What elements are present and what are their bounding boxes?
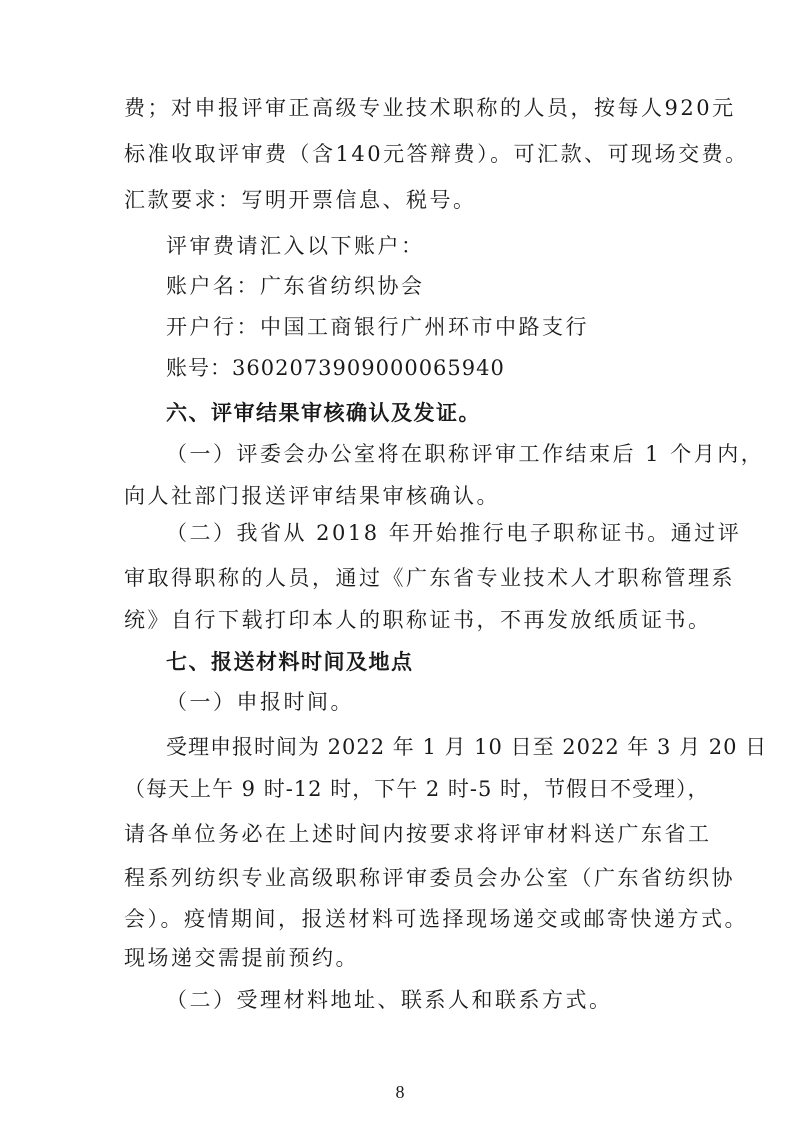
- submission-time-line-4: 程系列纺织专业高级职称评审委员会办公室（广东省纺织协: [124, 866, 735, 890]
- submission-time-line-5: 会）。疫情期间，报送材料可选择现场递交或邮寄快递方式。: [124, 907, 748, 931]
- section-7-title: 七、报送材料时间及地点: [166, 650, 414, 674]
- submission-time-line-1: 受理申报时间为 2022 年 1 月 10 日至 2022 年 3 月 20 日: [166, 735, 768, 759]
- section-6-p1-line-1: （一）评委会办公室将在职称评审工作结束后 1 个月内，: [166, 442, 765, 466]
- fee-line-2: 标准收取评审费（含140元答辩费）。可汇款、可现场交费。: [124, 142, 749, 166]
- submission-time-line-2: （每天上午 9 时-12 时，下午 2 时-5 时，节假日不受理），: [124, 777, 710, 801]
- section-6-p1-line-2: 向人社部门报送评审结果审核确认。: [124, 484, 500, 508]
- section-6-p2-line-1: （二）我省从 2018 年开始推行电子职称证书。通过评: [166, 521, 742, 545]
- account-name: 账户名：广东省纺织协会: [166, 274, 425, 298]
- section-6-title: 六、评审结果审核确认及发证。: [166, 401, 481, 425]
- section-7-sub-2: （二）受理材料地址、联系人和联系方式。: [166, 988, 613, 1012]
- section-6-p2-line-2: 审取得职称的人员，通过《广东省专业技术人才职称管理系: [124, 566, 735, 590]
- section-7-sub-1: （一）申报时间。: [166, 690, 354, 714]
- fee-line-1: 费；对申报评审正高级专业技术职称的人员，按每人920元: [124, 96, 736, 120]
- account-intro: 评审费请汇入以下账户：: [166, 234, 425, 258]
- section-6-p2-line-3: 统》自行下载打印本人的职称证书，不再发放纸质证书。: [124, 608, 712, 632]
- submission-time-line-3: 请各单位务必在上述时间内按要求将评审材料送广东省工: [124, 822, 712, 846]
- account-number: 账号：3602073909000065940: [166, 356, 505, 380]
- fee-line-3: 汇款要求：写明开票信息、税号。: [124, 188, 477, 212]
- page-number: 8: [395, 1082, 405, 1102]
- account-bank: 开户行：中国工商银行广州环市中路支行: [166, 315, 589, 339]
- submission-time-line-6: 现场递交需提前预约。: [124, 946, 359, 970]
